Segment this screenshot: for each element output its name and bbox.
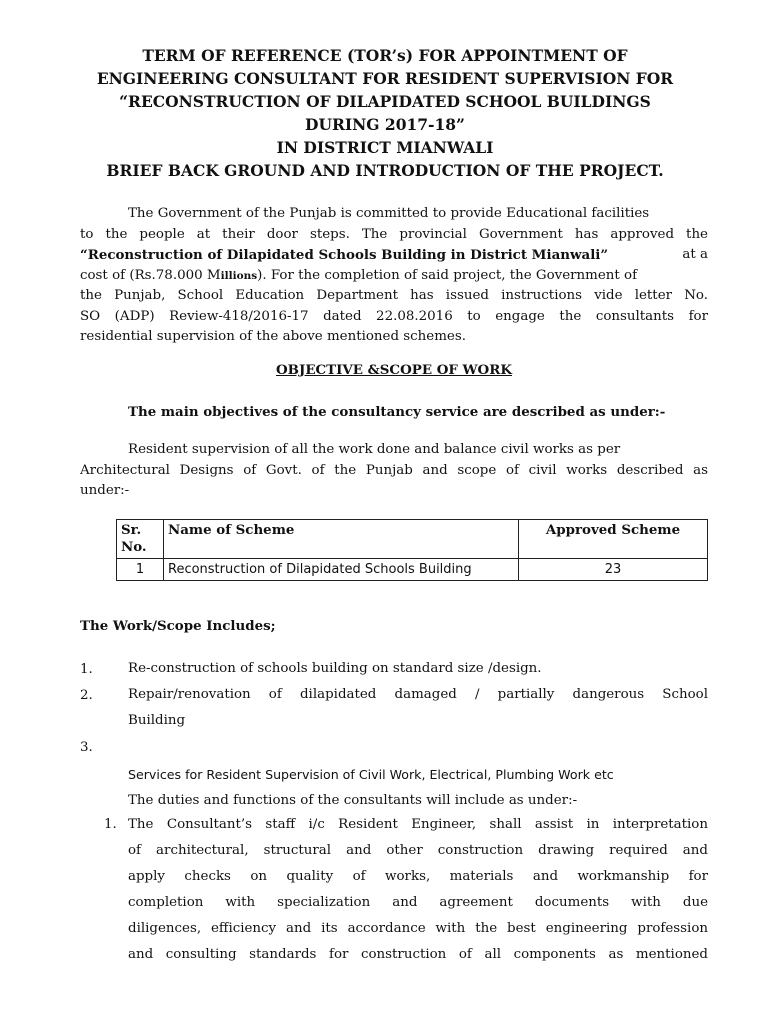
intro-fragment: illions [220, 269, 258, 282]
header-name: Name of Scheme [164, 520, 519, 559]
header-approved: Approved Scheme [519, 520, 708, 559]
intro-line [80, 245, 708, 266]
scope-number: 1. [80, 662, 93, 677]
intro-paragraph [80, 204, 708, 348]
intro-line: to the people at their door steps. The provincial Government has approved the [80, 226, 708, 242]
header-sr: Sr. No. [117, 520, 164, 559]
scheme-table [116, 519, 708, 581]
objective-heading: OBJECTIVE &SCOPE OF WORK [276, 362, 512, 378]
title-line-2: ENGINEERING CONSULTANT FOR RESIDENT SUPERVISION FOR [96, 69, 674, 88]
project-name: “Reconstruction of Dilapidated Schools Building in District Mianwali” [80, 247, 609, 263]
scope-number: 3. [80, 740, 93, 755]
duty-line: of architectural, structural and other construction drawing required and [128, 843, 708, 858]
scope-item: Re-construction of schools building on standard size /design. [128, 661, 542, 676]
duty-line: The Consultant’s staff i/c Resident Engineer, shall assist in interpretation [128, 817, 708, 832]
intro-line [80, 266, 708, 287]
intro-fragment: cost of (Rs.78.000 M [80, 267, 221, 283]
duty-item [128, 812, 708, 968]
table-row [117, 559, 708, 581]
title-line-4: DURING 2017-18” [305, 115, 465, 134]
scope-number: 2. [80, 688, 93, 703]
scope-item: Services for Resident Supervision of Civil Work, Electrical, Plumbing Work etc [128, 767, 614, 782]
duty-line: completion with specialization and agreement documents with due [128, 895, 708, 910]
title-line-5: IN DISTRICT MIANWALI [276, 138, 494, 157]
title-line-3: “RECONSTRUCTION OF DILAPIDATED SCHOOL BUILDINGS [119, 92, 651, 111]
intro-line: The Government of the Punjab is committed to provide Educational facilities [128, 206, 650, 221]
duties-intro: The duties and functions of the consultants will include as under:- [128, 793, 578, 808]
title-line-6: BRIEF BACK GROUND AND INTRODUCTION OF THE PROJECT. [106, 161, 664, 180]
duty-line: apply checks on quality of works, materials and workmanship for [128, 869, 708, 884]
resident-line: Resident supervision of all the work done and balance civil works as per [128, 442, 621, 457]
intro-fragment: ). For the completion of said project, the Government of [257, 267, 638, 283]
resident-paragraph [80, 440, 708, 502]
scope-heading: The Work/Scope Includes; [80, 618, 276, 634]
scope-item-line: Building [128, 713, 186, 728]
table-header-row [117, 520, 708, 559]
scope-item [128, 682, 708, 734]
scope-item-line: Repair/renovation of dilapidated damaged / partially dangerous School [128, 687, 708, 702]
duty-line: and consulting standards for construction of all components as mentioned [128, 947, 708, 962]
document-title [40, 44, 730, 182]
duty-line: diligences, efficiency and its accordance with the best engineering profession [128, 921, 708, 936]
cell-approved: 23 [519, 559, 708, 581]
intro-line: residential supervision of the above mentioned schemes. [80, 329, 466, 344]
cell-sr: 1 [117, 559, 164, 581]
cell-name: Reconstruction of Dilapidated Schools Building [164, 559, 519, 581]
objectives-intro: The main objectives of the consultancy service are described as under:- [128, 404, 666, 420]
title-line-1: TERM OF REFERENCE (TOR’s) FOR APPOINTMENT OF [142, 46, 628, 65]
duty-number: 1. [104, 817, 117, 832]
intro-line: SO (ADP) Review-418/2016-17 dated 22.08.2016 to engage the consultants for [80, 308, 708, 324]
intro-fragment: at a [682, 247, 708, 262]
resident-line: under:- [80, 483, 130, 498]
resident-line: Architectural Designs of Govt. of the Punjab and scope of civil works described as [80, 462, 708, 478]
intro-line: the Punjab, School Education Department has issued instructions vide letter No. [80, 288, 708, 303]
